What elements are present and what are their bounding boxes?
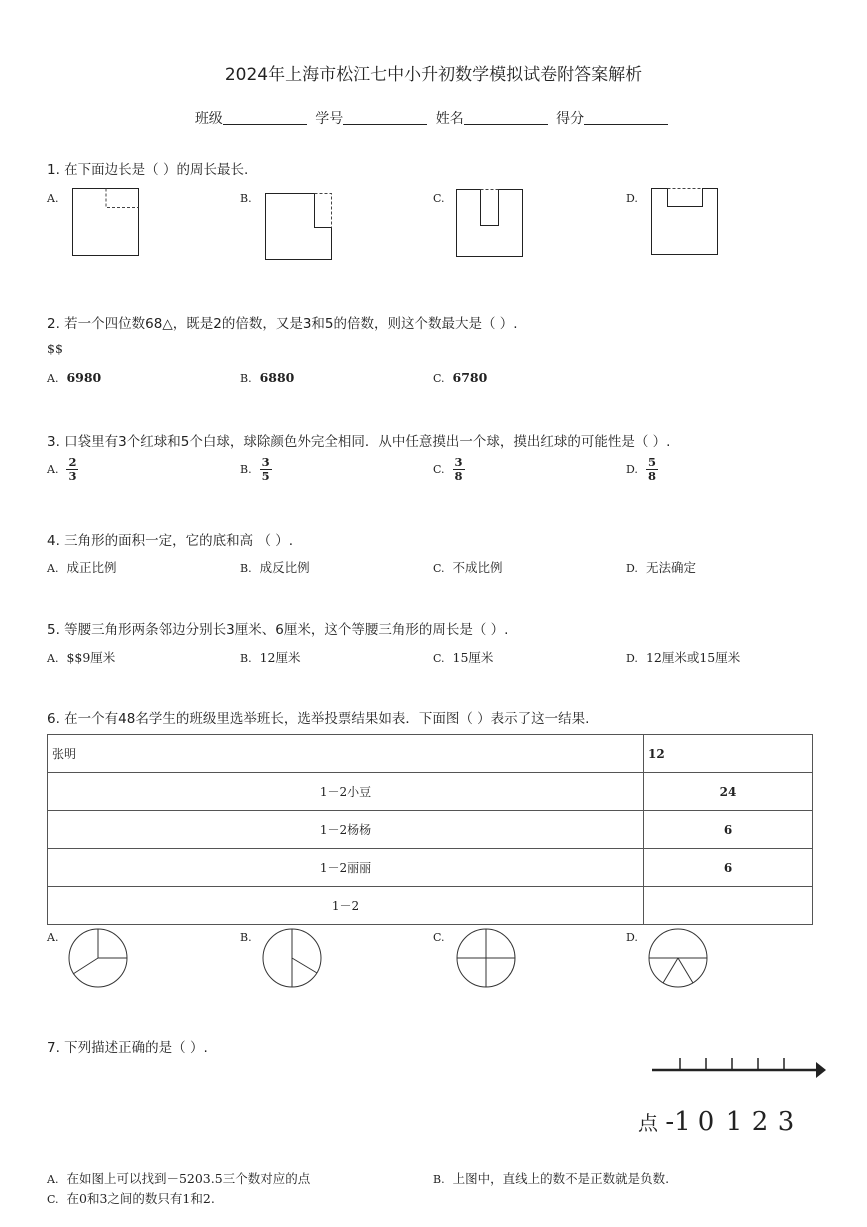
- question-4-text: 4. 三角形的面积一定，它的底和高 （ ）.: [47, 533, 294, 549]
- question-1-text: 1. 在下面边长是（ ）的周长最长.: [47, 162, 249, 178]
- table-cell: 1－2杨杨: [48, 811, 644, 849]
- student-info-line: [0, 108, 867, 128]
- question-2-text: 2. 若一个四位数68△，既是2的倍数，又是3和5的倍数，则这个数最大是（ ）.: [47, 316, 518, 332]
- table-row: [48, 887, 813, 925]
- question-6-text: 6. 在一个有48名学生的班级里选举班长，选举投票结果如表．下面图（ ）表示了这一结果.: [47, 711, 590, 727]
- q3-option-a[interactable]: A. $\frac{2}{3}$: [47, 455, 77, 483]
- table-cell: 1－2小豆: [48, 773, 644, 811]
- question-3-text: 3. 口袋里有3个红球和5个白球，球除颜色外完全相同．从中任意摸出一个球，摸出红球的可能性是（ ）.: [47, 434, 671, 450]
- question-7-text: 7. 下列描述正确的是（ ）.: [47, 1040, 208, 1056]
- q1-figure-b: [265, 193, 335, 263]
- q4-option-b[interactable]: B. 成反比例: [240, 560, 310, 575]
- numberline-tick-label: 1: [725, 1107, 743, 1137]
- field-name-blank[interactable]: [464, 110, 548, 125]
- numberline-tick-label: -1: [665, 1107, 691, 1137]
- q5-option-b[interactable]: B. 12厘米: [240, 650, 301, 665]
- q6-option-a-label: A.: [47, 931, 59, 944]
- numberline-label: 点: [638, 1111, 658, 1135]
- q3-option-d[interactable]: D. $\frac{5}{8}$: [626, 455, 656, 483]
- q5-option-d[interactable]: D. 12厘米或15厘米: [626, 650, 741, 665]
- q2-option-b[interactable]: B. 6880: [240, 370, 295, 385]
- table-cell: 6: [644, 849, 813, 887]
- vote-results-table: [47, 734, 813, 925]
- q7-option-b[interactable]: B. 上图中，直线上的数不是正数就是负数.: [433, 1171, 670, 1186]
- q6-option-c-label: C.: [433, 931, 445, 944]
- table-row: [48, 773, 813, 811]
- fraction: $\frac{5}{8}$: [647, 455, 656, 483]
- q5-option-c[interactable]: C. 15厘米: [433, 650, 494, 665]
- numberline-tick-label: 2: [751, 1107, 769, 1137]
- q1-figure-d: [651, 188, 721, 258]
- q5-option-a[interactable]: A. $$9厘米: [47, 650, 116, 665]
- q1-option-d-label: D.: [626, 192, 638, 205]
- numberline-tick-label: 3: [777, 1107, 795, 1137]
- q6-option-b-label: B.: [240, 931, 252, 944]
- q1-figure-a: [72, 188, 142, 258]
- table-cell: 24: [644, 773, 813, 811]
- field-score-blank[interactable]: [584, 110, 668, 125]
- q1-option-b-label: B.: [240, 192, 252, 205]
- fraction: $\frac{3}{8}$: [454, 455, 463, 483]
- table-row: [48, 811, 813, 849]
- q1-option-c-label: C.: [433, 192, 445, 205]
- field-class-blank[interactable]: [223, 110, 307, 125]
- field-number-label: 学号: [315, 111, 344, 127]
- page-title: 2024年上海市松江七中小升初数学模拟试卷附答案解析: [224, 65, 643, 85]
- q6-pie-b[interactable]: [262, 928, 324, 990]
- q4-option-a[interactable]: A. 成正比例: [47, 560, 117, 575]
- q7-option-a[interactable]: A. 在如图上可以找到－5203.5三个数对应的点: [47, 1171, 311, 1186]
- numberline-tick-label: 0: [697, 1107, 715, 1137]
- q2-extra-text: $$: [47, 341, 63, 356]
- field-number-blank[interactable]: [343, 110, 427, 125]
- field-score-label: 得分: [556, 111, 585, 127]
- table-cell: 1－2丽丽: [48, 849, 644, 887]
- table-row: [48, 849, 813, 887]
- fraction: $\frac{3}{5}$: [261, 455, 270, 483]
- table-cell: 1－2: [48, 887, 644, 925]
- field-name-label: 姓名: [435, 111, 464, 127]
- table-row: [48, 735, 813, 773]
- table-cell: 张明: [48, 735, 644, 773]
- q3-option-c[interactable]: C. $\frac{3}{8}$: [433, 455, 463, 483]
- table-cell: 12: [644, 735, 813, 773]
- q4-option-d[interactable]: D. 无法确定: [626, 560, 696, 575]
- q3-option-b[interactable]: B. $\frac{3}{5}$: [240, 455, 270, 483]
- fraction: $\frac{2}{3}$: [68, 455, 77, 483]
- q6-pie-a[interactable]: [68, 928, 130, 990]
- q2-option-c[interactable]: C. 6780: [433, 370, 488, 385]
- q6-pie-d[interactable]: [648, 928, 710, 990]
- q6-pie-c[interactable]: [456, 928, 518, 990]
- number-line-figure: [630, 1048, 830, 1148]
- table-cell: [644, 887, 813, 925]
- q6-option-d-label: D.: [626, 931, 638, 944]
- q4-option-c[interactable]: C. 不成比例: [433, 560, 503, 575]
- field-class-label: 班级: [194, 111, 223, 127]
- q1-option-a-label: A.: [47, 192, 59, 205]
- question-5-text: 5. 等腰三角形两条邻边分别长3厘米、6厘米，这个等腰三角形的周长是（ ）.: [47, 622, 509, 638]
- table-cell: 6: [644, 811, 813, 849]
- q2-option-a[interactable]: A. 6980: [47, 370, 102, 385]
- q1-figure-c: [456, 189, 526, 259]
- q7-option-c[interactable]: C. 在0和3之间的数只有1和2.: [47, 1191, 215, 1206]
